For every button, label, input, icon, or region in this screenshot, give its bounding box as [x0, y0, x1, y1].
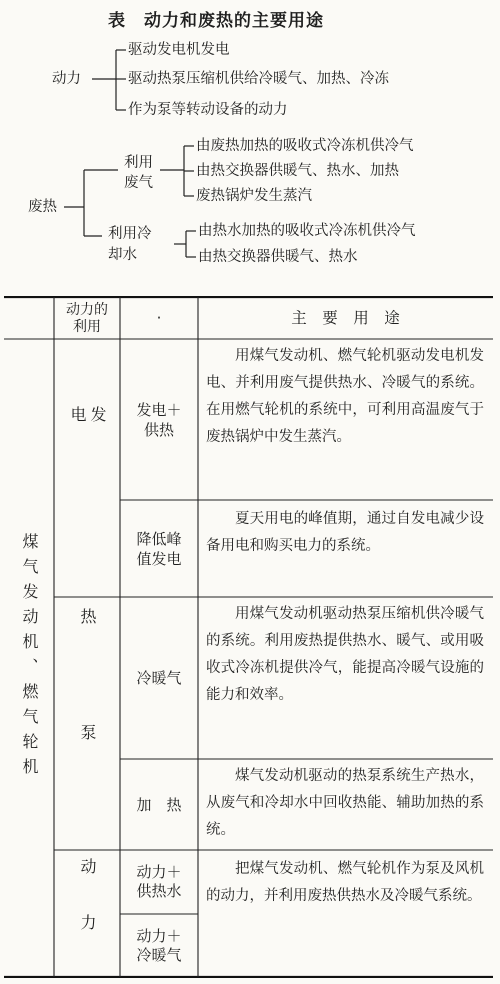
- desc-generation-heat: 用煤气发动机、燃气轮机驱动发电机发电、并利用废气提供热水、冷暖气的系统。在用燃气轮机的系统中，可利用高温废气于废热锅炉中发生蒸汽。: [206, 348, 484, 445]
- type-power-air-conditioning: 动力＋ 冷暖气: [136, 926, 182, 964]
- desc-air-conditioning: 用煤气发动机驱动热泵压缩机供冷暖气的系统。利用废热提供热水、暖气、或用吸收式冷冻机提供冷气，能提高冷暖气设施的能力和效率。: [206, 606, 484, 703]
- page-title: 表 动力和废热的主要用途: [108, 11, 324, 31]
- type-heating: 加 热: [136, 795, 182, 814]
- power-item-3: 作为泵等转动设备的动力: [128, 102, 288, 118]
- exhaust-item-2: 由热交换器供暖气、热水、加热: [196, 163, 399, 179]
- section-motive-power-text: 动力: [78, 857, 97, 970]
- power-label: 动力: [52, 71, 81, 87]
- type-air-conditioning: 冷暖气: [136, 669, 182, 687]
- exhaust-label-line1: 利用: [124, 155, 153, 171]
- power-item-1: 驱动发电机发电: [128, 42, 230, 58]
- type-generation-heat: 发电＋ 供热: [136, 400, 182, 439]
- waste-heat-label: 废热: [28, 199, 57, 215]
- exhaust-item-1: 由废热加热的吸收式冷冻机供冷气: [196, 138, 414, 154]
- header-col3: ·: [156, 309, 162, 327]
- coolant-item-2: 由热交换器供暖气、热水: [198, 249, 358, 265]
- coolant-label-line2: 却水: [108, 247, 137, 263]
- usage-table: [4, 296, 493, 978]
- equipment-label-text: 煤气发动机、燃气轮机: [20, 533, 39, 783]
- header-main-usage: 主 要 用 途: [291, 309, 400, 327]
- section-heat-pump-text: 热泵: [78, 607, 97, 840]
- coolant-item-1: 由热水加热的吸收式冷冻机供冷气: [198, 223, 416, 239]
- desc-heating: 煤气发动机驱动的热泵系统生产热水，从废气和冷却水中回收热能、辅助加热的系统。: [206, 768, 484, 838]
- header-power-usage-line1: 动力的: [66, 302, 108, 318]
- exhaust-label-line2: 废气: [124, 175, 153, 191]
- section-power-generation-text: 发电: [68, 406, 107, 530]
- header-power-usage: [54, 300, 120, 338]
- section-heat-pump: [54, 597, 120, 850]
- equipment-label: [4, 339, 54, 977]
- exhaust-item-3: 废热锅炉发生蒸汽: [196, 188, 312, 204]
- type-peak-shaving: 降低峰 值发电: [136, 529, 182, 568]
- header-power-usage-line2: 利用: [73, 319, 101, 335]
- desc-motive-power: 把煤气发动机、燃气轮机作为泵及风机的动力，并利用废热供热水及冷暖气系统。: [206, 861, 484, 904]
- type-power-hot-water: 动力＋ 供热水: [136, 863, 182, 900]
- section-motive-power: [54, 850, 120, 977]
- coolant-label-line1: 利用冷: [108, 226, 152, 242]
- section-power-generation: [54, 339, 120, 597]
- desc-peak-shaving: 夏天用电的峰值期，通过自发电减少设备用电和购买电力的系统。: [206, 511, 484, 554]
- power-item-2: 驱动热泵压缩机供给冷暖气、加热、冷冻: [128, 71, 389, 87]
